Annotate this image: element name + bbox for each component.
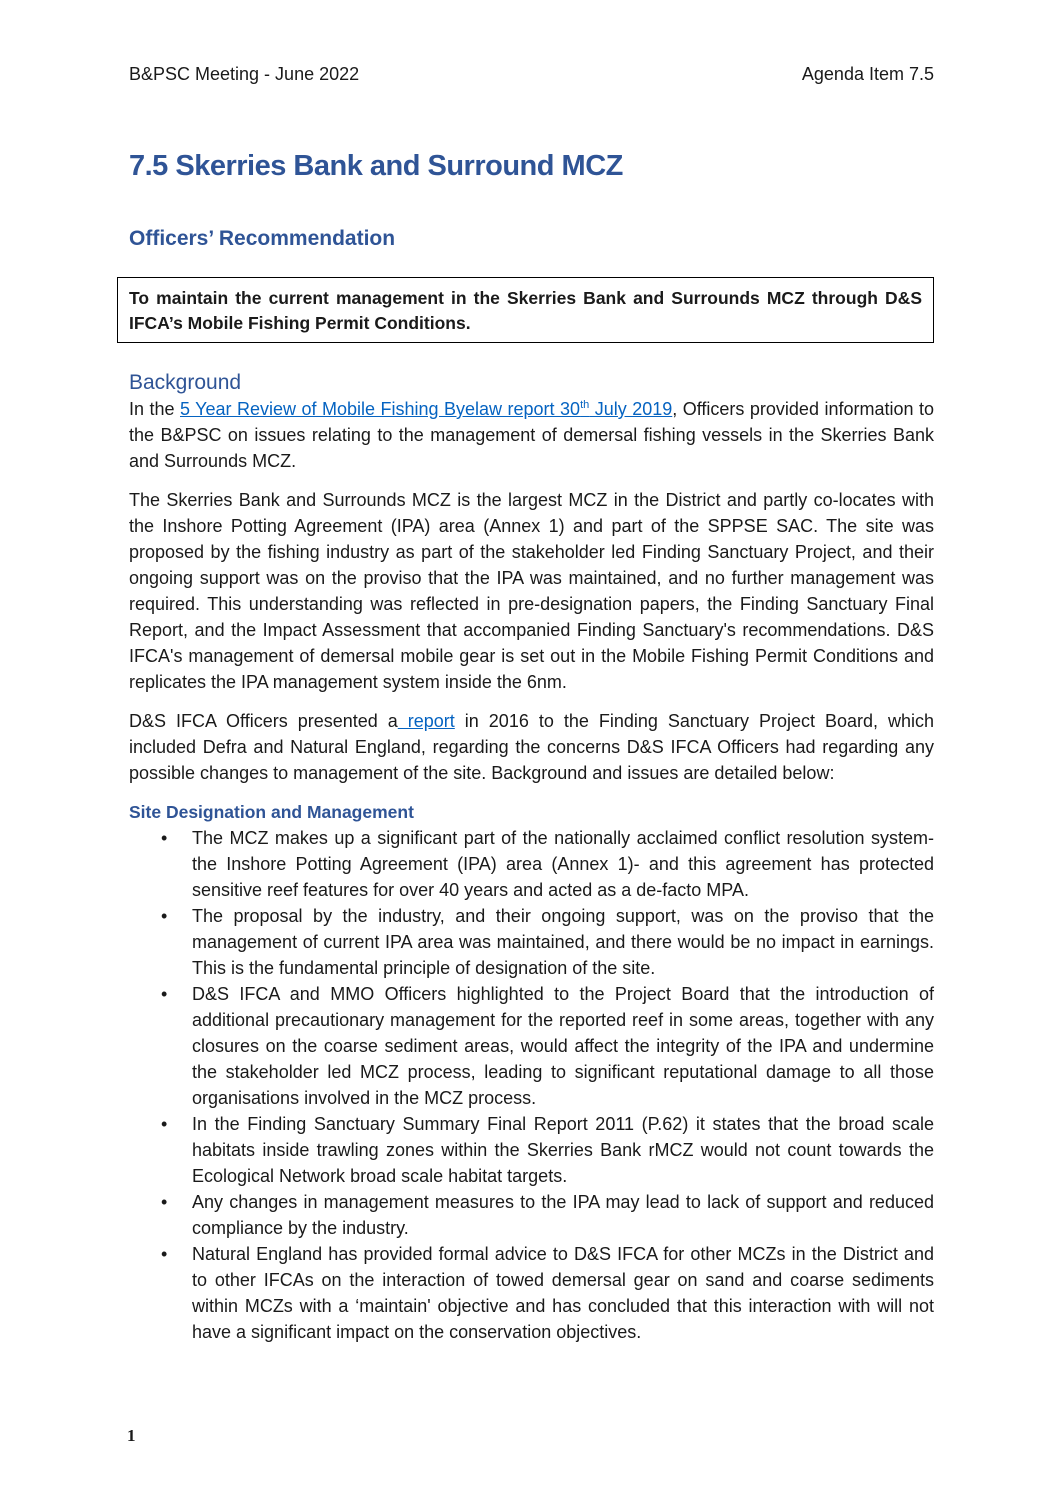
background-paragraph-1: In the 5 Year Review of Mobile Fishing Byelaw report 30th July 2019, Officers provided information to the B&PSC on issues relating to the management of demersal fishing vessels in the Skerries Bank and Surrounds MCZ. [129,399,934,471]
recommendation-box: To maintain the current management in the Skerries Bank and Surrounds MCZ through D&S IFCA’s Mobile Fishing Permit Conditions. [117,277,934,343]
site-designation-list [129,825,934,1345]
background-heading: Background [129,371,242,394]
bullet-icon: • [161,1114,168,1134]
bullet-icon: • [161,828,168,848]
bullet-icon: • [161,1192,168,1212]
recommendation-heading: Officers’ Recommendation [129,227,396,250]
project-board-report-link[interactable]: report [397,711,455,731]
header-meeting: B&PSC Meeting - June 2022 [129,64,360,84]
main-content [129,370,934,1345]
header-agenda-item: Agenda Item 7.5 [801,64,934,84]
background-paragraph-2: The Skerries Bank and Surrounds MCZ is the largest MCZ in the District and partly co-locates with the Inshore Potting Agreement (IPA) area (Annex 1) and part of the SPPSE SAC. The site was proposed by the fishing industry as part of the stakeholder led Finding Sanctuary Project, and their ongoing support was on the proviso that the IPA was maintained, and no further management was required. This understanding was reflected in pre-designation papers, the Finding Sanctuary Final Report, and the Impact Assessment that accompanied Finding Sanctuary's recommendations. D&S IFCA's management of demersal mobile gear is set out in the Mobile Fishing Permit Conditions and replicates the IPA management system inside the 6nm. [129,490,934,692]
list-item: • D&S IFCA and MMO Officers highlighted to the Project Board that the introduction of additional precautionary management for the reported reef in some areas, together with any closures on the coarse sediment areas, would affect the integrity of the IPA and undermine the stakeholder led MCZ process, leading to significant reputational damage to all those organisations involved in the MCZ process. [129,981,934,1111]
list-item: • In the Finding Sanctuary Summary Final Report 2011 (P.62) it states that the broad scale habitats inside trawling zones within the Skerries Bank rMCZ would not count towards the Ecological Network broad scale habitat targets. [129,1111,934,1189]
page-number: 1 [127,1426,136,1445]
bullet-icon: • [161,1244,168,1264]
list-item: • The proposal by the industry, and their ongoing support, was on the proviso that the management of current IPA area was maintained, and there would be no impact in earnings. This is the fundamental principle of designation of the site. [129,903,934,981]
list-item: • The MCZ makes up a significant part of the nationally acclaimed conflict resolution system- the Inshore Potting Agreement (IPA) area (Annex 1)- and this agreement has protected sensitive reef features for over 40 years and acted as a de-facto MPA. [129,825,934,903]
list-item: • Natural England has provided formal advice to D&S IFCA for other MCZs in the District and to other IFCAs on the interaction of towed demersal gear on sand and coarse sediments within MCZs with a ‘maintain' objective and has concluded that this interaction with will not have a significant impact on the conservation objectives. [129,1241,934,1345]
site-designation-heading: Site Designation and Management [129,802,414,822]
background-paragraph-3: D&S IFCA Officers presented a report in 2016 to the Finding Sanctuary Project Board, which included Defra and Natural England, regarding the concerns D&S IFCA Officers had regarding any possible changes to management of the site. Background and issues are detailed below: [129,711,935,783]
bullet-icon: • [161,984,168,1004]
list-item: • Any changes in management measures to the IPA may lead to lack of support and reduced compliance by the industry. [129,1189,934,1241]
page-title: 7.5 Skerries Bank and Surround MCZ [129,150,623,182]
bullet-icon: • [161,906,168,926]
mobile-fishing-byelaw-report-link[interactable]: 5 Year Review of Mobile Fishing Byelaw report 30th July 2019 [180,399,673,419]
